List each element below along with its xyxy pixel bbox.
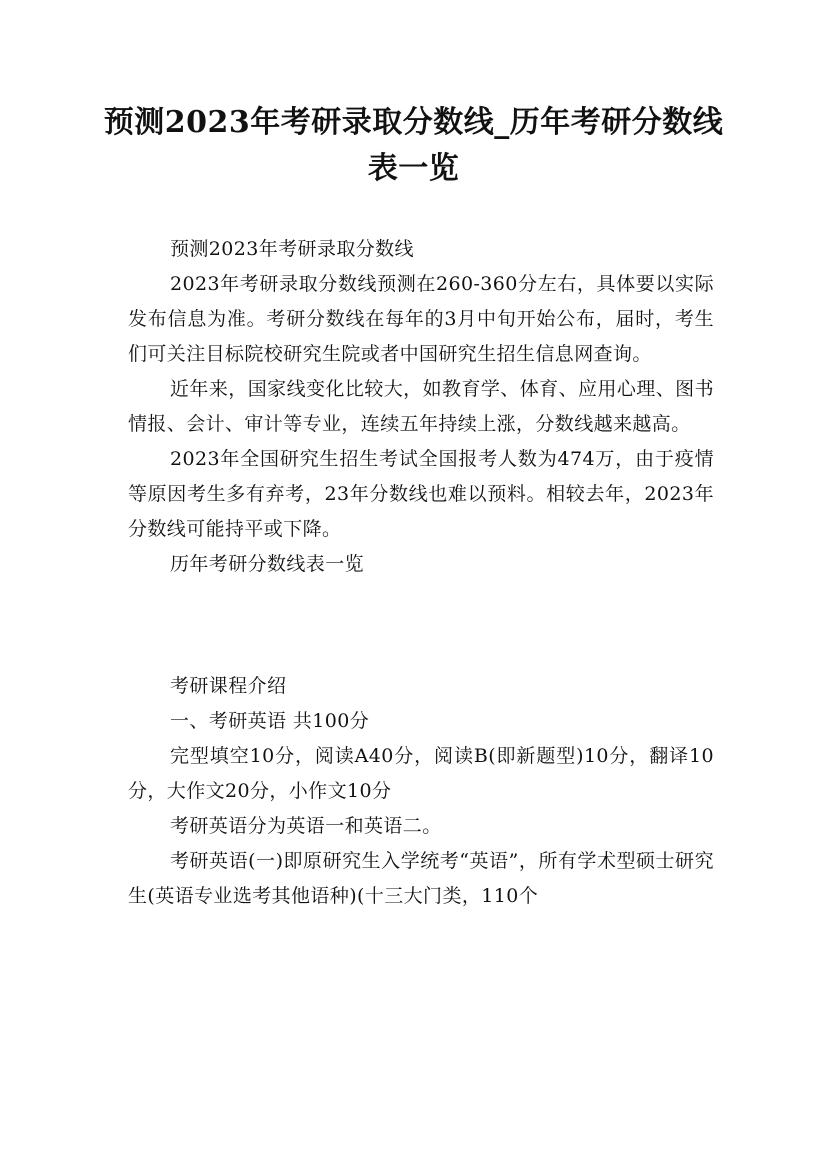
section-heading-courses: 考研课程介绍 — [170, 675, 287, 697]
paragraph-prediction: 2023年考研录取分数线预测在260-360分左右，具体要以实际发布信息为准。考研分数线在每年的3月中旬开始公布，届时，考生们可关注目标院校研究生院或者中国研究生招生信息网查询。 — [128, 273, 714, 365]
paragraph-english-types: 考研英语分为英语一和英语二。 — [170, 815, 442, 837]
paragraph-applicants: 2023年全国研究生招生考试全国报考人数为474万，由于疫情等原因考生多有弃考，23年分数线也难以预料。相较去年，2023年分数线可能持平或下降。 — [128, 448, 714, 540]
document-title: 预测2023年考研录取分数线_历年考研分数线表一览 — [103, 105, 724, 186]
paragraph-english-one: 考研英语(一)即原研究生入学统考“英语”，所有学术型硕士研究生(英语专业选考其他语种)(十三大门类，110个 — [128, 850, 714, 907]
paragraph-english-scores: 完型填空10分，阅读A40分，阅读B(即新题型)10分，翻译10分，大作文20分，小作文10分 — [128, 745, 714, 802]
paragraph-recent-years: 近年来，国家线变化比较大，如教育学、体育、应用心理、图书情报、会计、审计等专业，连续五年持续上涨，分数线越来越高。 — [128, 378, 714, 435]
section-heading-history-table: 历年考研分数线表一览 — [170, 553, 365, 575]
section-heading-prediction: 预测2023年考研录取分数线 — [170, 238, 414, 260]
section-heading-english: 一、考研英语 共100分 — [170, 710, 370, 732]
document-body — [128, 232, 714, 914]
blank-space — [128, 582, 714, 669]
